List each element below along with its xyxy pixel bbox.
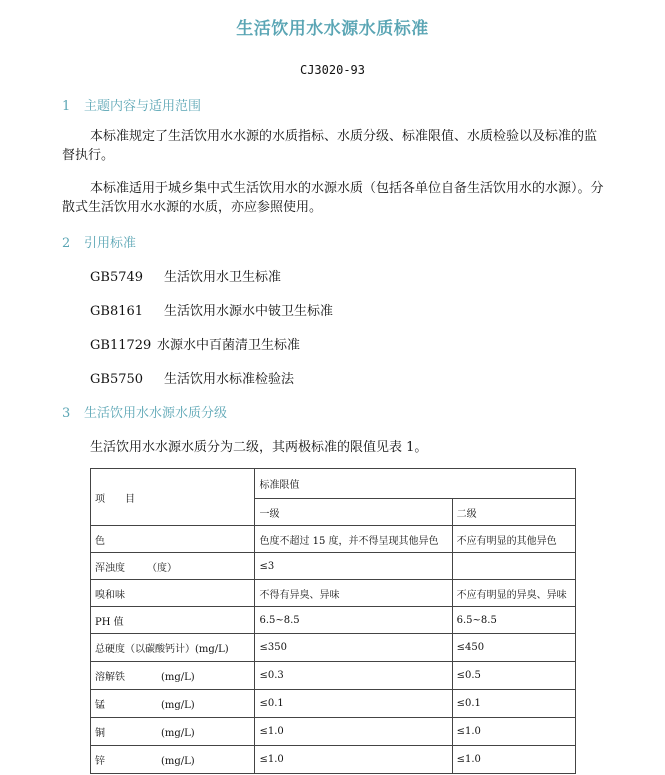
header-grade-1: 一级 — [255, 499, 452, 526]
table-row — [91, 690, 576, 718]
cell-grade-1: ≤3 — [255, 553, 452, 580]
table-row — [91, 607, 576, 634]
cell-grade-1: ≤1.0 — [255, 718, 452, 746]
reference-name: 生活饮用水标准检验法 — [164, 372, 295, 387]
item-unit: (mg/L) — [161, 756, 195, 767]
table-row — [91, 580, 576, 607]
cell-grade-2: ≤0.5 — [452, 662, 575, 690]
cell-grade-2: ≤1.0 — [452, 718, 575, 746]
section-title: 生活饮用水水源水质分级 — [84, 406, 228, 421]
reference-code: GB11729 — [90, 338, 152, 353]
cell-grade-1: ≤350 — [255, 634, 452, 662]
item-name: 锰 — [95, 700, 105, 711]
section-number: 1 — [62, 99, 71, 114]
cell-item — [91, 746, 255, 774]
cell-grade-2: 6.5~8.5 — [452, 607, 575, 634]
section-heading-2 — [62, 232, 136, 251]
section-title: 主题内容与适用范围 — [84, 99, 202, 114]
table-header-row — [91, 469, 576, 499]
cell-grade-2: ≤0.1 — [452, 690, 575, 718]
water-quality-table — [90, 468, 576, 774]
reference-name: 生活饮用水卫生标准 — [164, 270, 282, 285]
standard-code: CJ3020-93 — [299, 63, 366, 77]
cell-item — [91, 553, 255, 580]
section-number: 2 — [62, 236, 71, 251]
item-unit: (mg/L) — [161, 728, 195, 739]
paragraph-scope: 本标准规定了生活饮用水水源的水质指标、水质分级、标准限值、水质检验以及标准的监督执行。 — [62, 129, 598, 163]
cell-grade-1: 色度不超过 15 度，并不得呈现其他异色 — [255, 526, 452, 553]
item-name: 嗅和味 — [95, 589, 125, 601]
section-heading-1 — [62, 95, 201, 114]
cell-grade-1: 6.5~8.5 — [255, 607, 452, 634]
reference-item — [90, 300, 333, 319]
header-limit: 标准限值 — [255, 469, 576, 499]
item-name: 色 — [95, 535, 105, 547]
section-number: 3 — [62, 406, 71, 421]
reference-name: 水源水中百菌清卫生标准 — [157, 338, 301, 353]
section-title: 引用标准 — [84, 236, 137, 251]
cell-item — [91, 526, 255, 553]
item-name: 浑浊度 — [95, 562, 125, 574]
cell-grade-2 — [452, 553, 575, 580]
table-row — [91, 526, 576, 553]
item-name: 总硬度（以碳酸钙计）(mg/L) — [95, 644, 229, 655]
header-grade-2: 二级 — [452, 499, 575, 526]
item-unit: (mg/L) — [161, 672, 195, 683]
document-title: 生活饮用水水源水质标准 — [236, 19, 429, 39]
cell-item — [91, 634, 255, 662]
cell-item — [91, 662, 255, 690]
reference-item — [90, 266, 281, 285]
item-unit: （度） — [147, 562, 177, 574]
grading-note: 生活饮用水水源水质分为二级，其两极标准的限值见表 1。 — [90, 440, 428, 455]
item-name: 锌 — [95, 756, 105, 767]
reference-item — [90, 334, 300, 353]
item-name: 铜 — [95, 728, 105, 739]
cell-item — [91, 580, 255, 607]
table-row — [91, 662, 576, 690]
reference-item — [90, 368, 294, 387]
cell-item — [91, 607, 255, 634]
cell-grade-1: ≤0.1 — [255, 690, 452, 718]
table-row — [91, 553, 576, 580]
item-unit: (mg/L) — [161, 700, 195, 711]
item-name: 溶解铁 — [95, 672, 125, 683]
cell-grade-2: 不应有明显的其他异色 — [452, 526, 575, 553]
cell-grade-1: ≤0.3 — [255, 662, 452, 690]
cell-item — [91, 690, 255, 718]
reference-code: GB5750 — [90, 372, 144, 387]
reference-code: GB5749 — [90, 270, 144, 285]
table-row — [91, 746, 576, 774]
item-name: PH 值 — [95, 616, 124, 628]
section-heading-3 — [62, 402, 227, 421]
reference-name: 生活饮用水源水中铍卫生标准 — [164, 304, 334, 319]
cell-grade-1: ≤1.0 — [255, 746, 452, 774]
header-item: 项 目 — [91, 469, 255, 526]
cell-item — [91, 718, 255, 746]
cell-grade-2: 不应有明显的异臭、异味 — [452, 580, 575, 607]
table-row — [91, 718, 576, 746]
cell-grade-2: ≤1.0 — [452, 746, 575, 774]
table-row — [91, 634, 576, 662]
cell-grade-2: ≤450 — [452, 634, 575, 662]
reference-code: GB8161 — [90, 304, 144, 319]
paragraph-applicability: 本标准适用于城乡集中式生活饮用水的水源水质（包括各单位自备生活饮用水的水源）。分散式生活饮用水水源的水质，亦应参照使用。 — [62, 181, 604, 215]
cell-grade-1: 不得有异臭、异味 — [255, 580, 452, 607]
